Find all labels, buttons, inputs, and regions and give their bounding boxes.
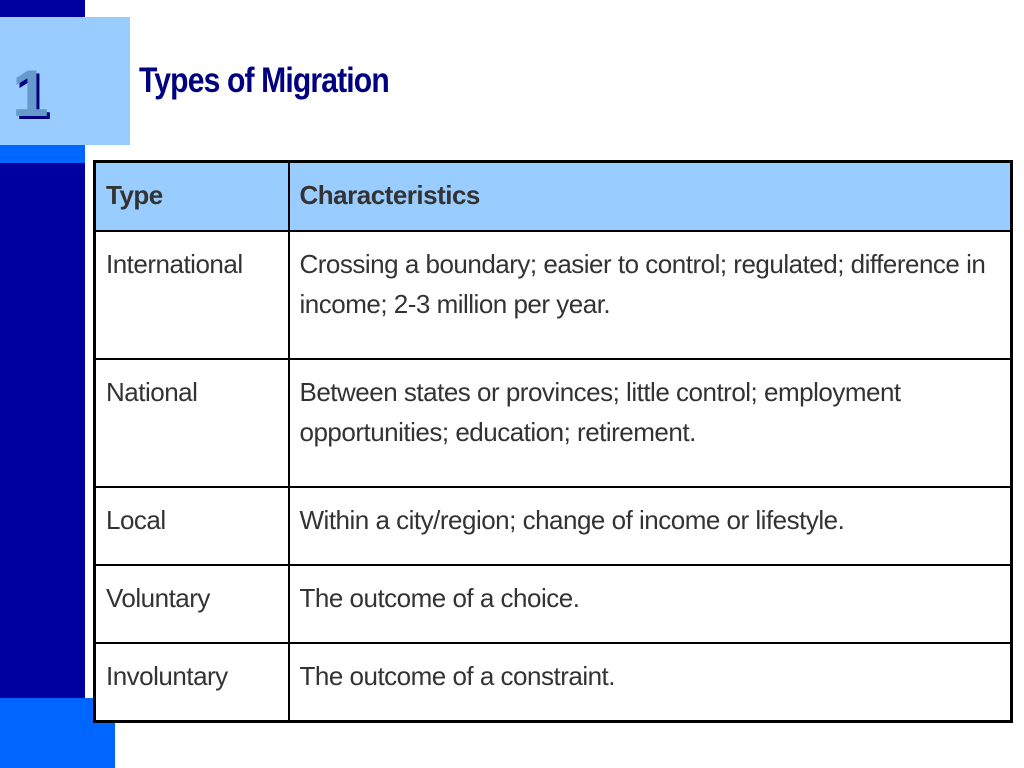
- table-row: [95, 487, 1012, 565]
- accent-band: [0, 145, 85, 163]
- table-row: [95, 643, 1012, 722]
- characteristics-cell: Crossing a boundary; easier to control; regulated; difference in income; 2-3 million per year.: [289, 231, 1012, 359]
- type-cell: International: [95, 231, 289, 359]
- characteristics-cell: The outcome of a choice.: [289, 565, 1012, 643]
- characteristics-cell: Within a city/region; change of income or lifestyle.: [289, 487, 1012, 565]
- type-cell: Involuntary: [95, 643, 289, 722]
- table-row: [95, 359, 1012, 487]
- slide-title: Types of Migration: [139, 61, 389, 100]
- table-header-row: [95, 162, 1012, 232]
- type-cell: Local: [95, 487, 289, 565]
- column-header-type: Type: [95, 162, 289, 232]
- slide-number: 1: [12, 56, 49, 130]
- table-row: [95, 231, 1012, 359]
- type-cell: National: [95, 359, 289, 487]
- table-container: [93, 160, 1010, 723]
- characteristics-cell: The outcome of a constraint.: [289, 643, 1012, 722]
- migration-types-table: [93, 160, 1013, 723]
- table-row: [95, 565, 1012, 643]
- characteristics-cell: Between states or provinces; little control; employment opportunities; education; retirement.: [289, 359, 1012, 487]
- column-header-characteristics: Characteristics: [289, 162, 1012, 232]
- type-cell: Voluntary: [95, 565, 289, 643]
- slide-number-box: [0, 17, 130, 145]
